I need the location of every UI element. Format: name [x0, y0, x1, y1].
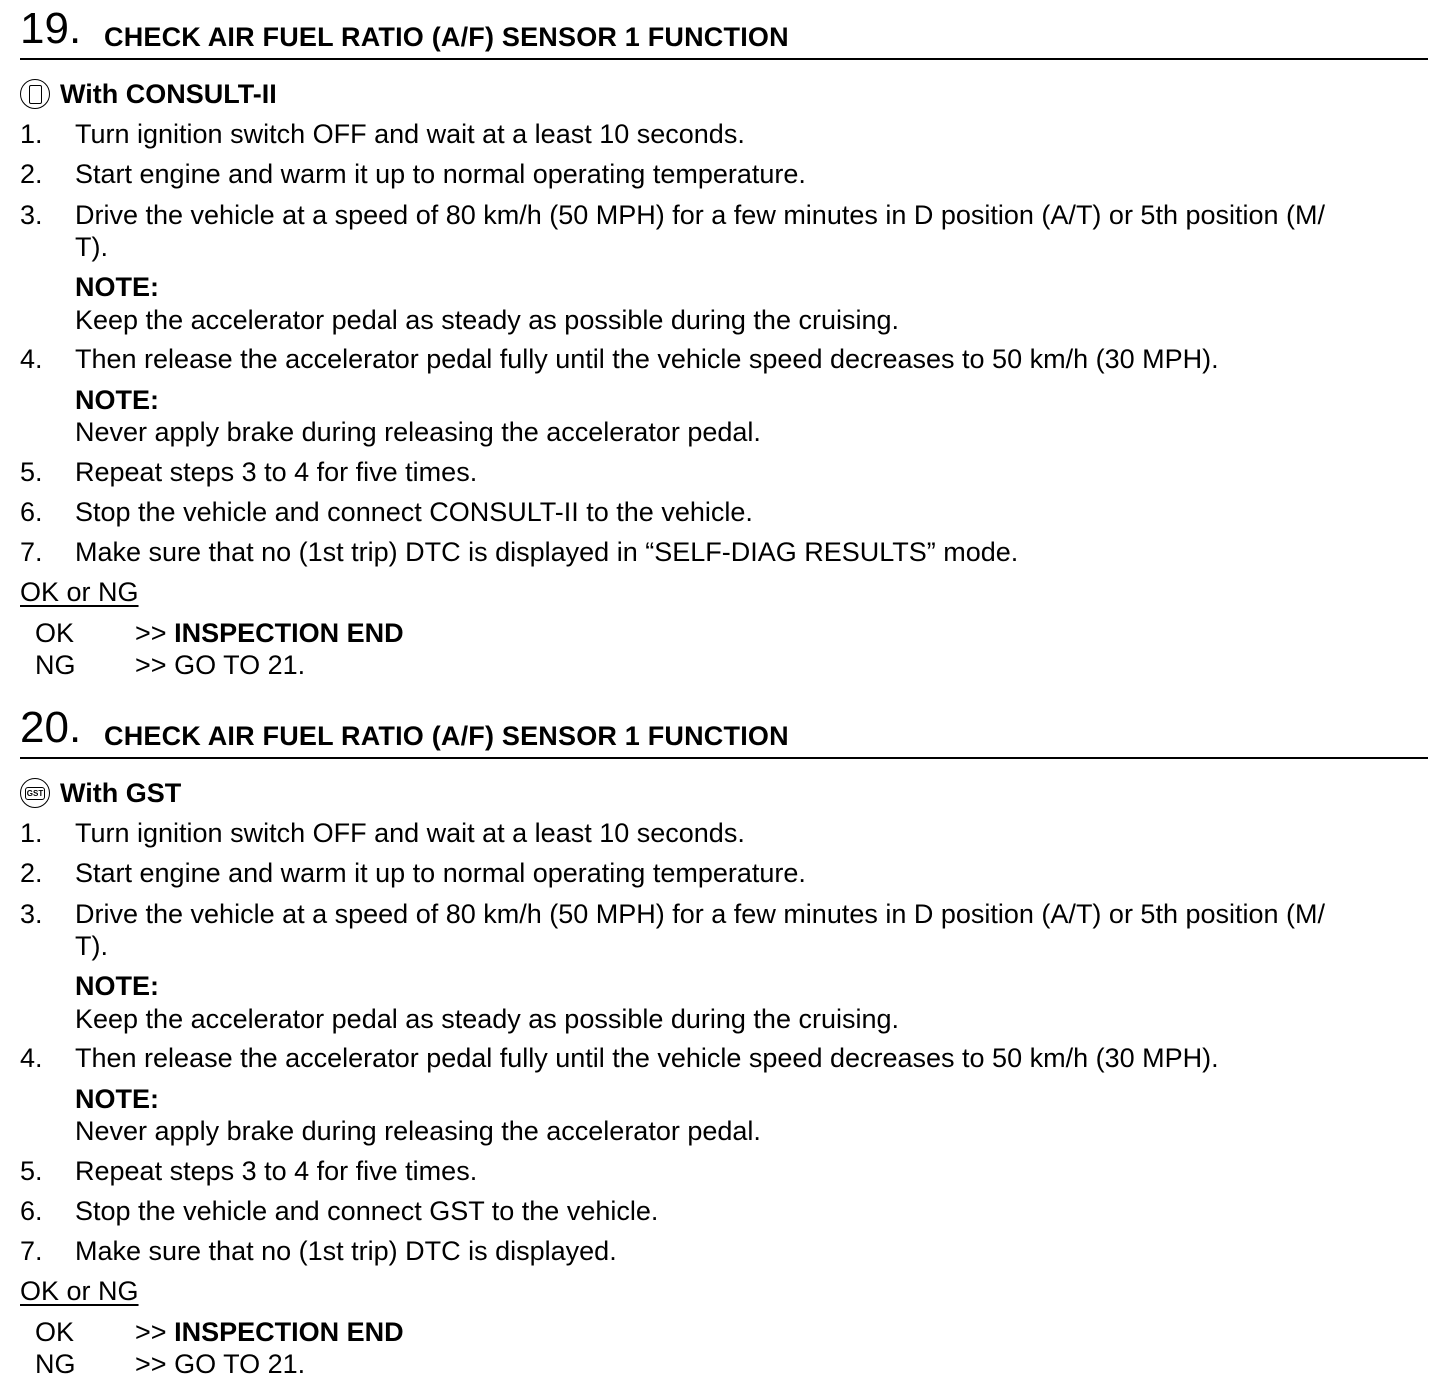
step-text: Repeat steps 3 to 4 for five times.: [75, 457, 478, 487]
mode-heading: [20, 78, 277, 110]
result-arrow: >>: [135, 1317, 167, 1347]
result-action: GO TO 21.: [174, 1349, 306, 1379]
step-number: 5.: [20, 1156, 43, 1186]
section-title: CHECK AIR FUEL RATIO (A/F) SENSOR 1 FUNCTION: [104, 22, 789, 52]
note-label: NOTE:: [75, 1084, 159, 1114]
step-text: Then release the accelerator pedal fully until the vehicle speed decreases to 50 km/h (30 MPH).: [75, 344, 1219, 374]
consult-ii-icon: [20, 79, 50, 109]
result-key: NG: [35, 1349, 76, 1379]
ok-or-ng-label: OK or NG: [20, 577, 139, 607]
result-action: GO TO 21.: [174, 650, 306, 680]
section-19: [20, 4, 1428, 60]
note-label: NOTE:: [75, 971, 159, 1001]
step-text: Make sure that no (1st trip) DTC is displayed in “SELF-DIAG RESULTS” mode.: [75, 537, 1019, 567]
step-text: Drive the vehicle at a speed of 80 km/h (50 MPH) for a few minutes in D position (A/T) or 5th position (M/: [75, 899, 1326, 929]
result-action: INSPECTION END: [174, 1317, 404, 1347]
step-text: Make sure that no (1st trip) DTC is displayed.: [75, 1236, 617, 1266]
result-key: NG: [35, 650, 76, 680]
result-arrow: >>: [135, 650, 167, 680]
section-number: 20.: [20, 703, 82, 752]
step-number: 1.: [20, 818, 43, 848]
step-number: 3.: [20, 899, 43, 929]
note-label: NOTE:: [75, 272, 159, 302]
step-text: Stop the vehicle and connect GST to the vehicle.: [75, 1196, 659, 1226]
step-text: Stop the vehicle and connect CONSULT-II to the vehicle.: [75, 497, 753, 527]
note-text: Never apply brake during releasing the accelerator pedal.: [75, 417, 761, 447]
step-text: Turn ignition switch OFF and wait at a least 10 seconds.: [75, 818, 745, 848]
result-action: INSPECTION END: [174, 618, 404, 648]
step-text: Turn ignition switch OFF and wait at a least 10 seconds.: [75, 119, 745, 149]
note-text: Keep the accelerator pedal as steady as possible during the cruising.: [75, 1004, 900, 1034]
result-key: OK: [35, 1317, 75, 1347]
step-number: 2.: [20, 858, 43, 888]
step-number: 3.: [20, 200, 43, 230]
note-text: Keep the accelerator pedal as steady as possible during the cruising.: [75, 305, 900, 335]
note-label: NOTE:: [75, 385, 159, 415]
step-number: 6.: [20, 497, 43, 527]
note-text: Never apply brake during releasing the accelerator pedal.: [75, 1116, 761, 1146]
mode-heading: [20, 777, 181, 809]
step-text: Repeat steps 3 to 4 for five times.: [75, 1156, 478, 1186]
section-20: [20, 703, 1428, 759]
result-arrow: >>: [135, 618, 167, 648]
step-text: Start engine and warm it up to normal operating temperature.: [75, 858, 806, 888]
step-number: 7.: [20, 1236, 43, 1266]
step-number: 6.: [20, 1196, 43, 1226]
step-number: 1.: [20, 119, 43, 149]
step-text: Then release the accelerator pedal fully until the vehicle speed decreases to 50 km/h (30 MPH).: [75, 1043, 1219, 1073]
step-number: 7.: [20, 537, 43, 567]
step-number: 2.: [20, 159, 43, 189]
step-number: 4.: [20, 1043, 43, 1073]
result-key: OK: [35, 618, 75, 648]
section-title: CHECK AIR FUEL RATIO (A/F) SENSOR 1 FUNCTION: [104, 721, 789, 751]
step-number: 5.: [20, 457, 43, 487]
section-header: [20, 4, 1428, 60]
mode-label: With CONSULT-II: [60, 79, 277, 109]
section-number: 19.: [20, 4, 82, 53]
result-arrow: >>: [135, 1349, 167, 1379]
step-text: Start engine and warm it up to normal operating temperature.: [75, 159, 806, 189]
gst-icon: GST: [20, 778, 50, 808]
ok-or-ng-label: OK or NG: [20, 1276, 139, 1306]
step-text: Drive the vehicle at a speed of 80 km/h (50 MPH) for a few minutes in D position (A/T) or 5th position (M/: [75, 200, 1326, 230]
mode-label: With GST: [60, 778, 182, 808]
step-number: 4.: [20, 344, 43, 374]
section-header: [20, 703, 1428, 759]
